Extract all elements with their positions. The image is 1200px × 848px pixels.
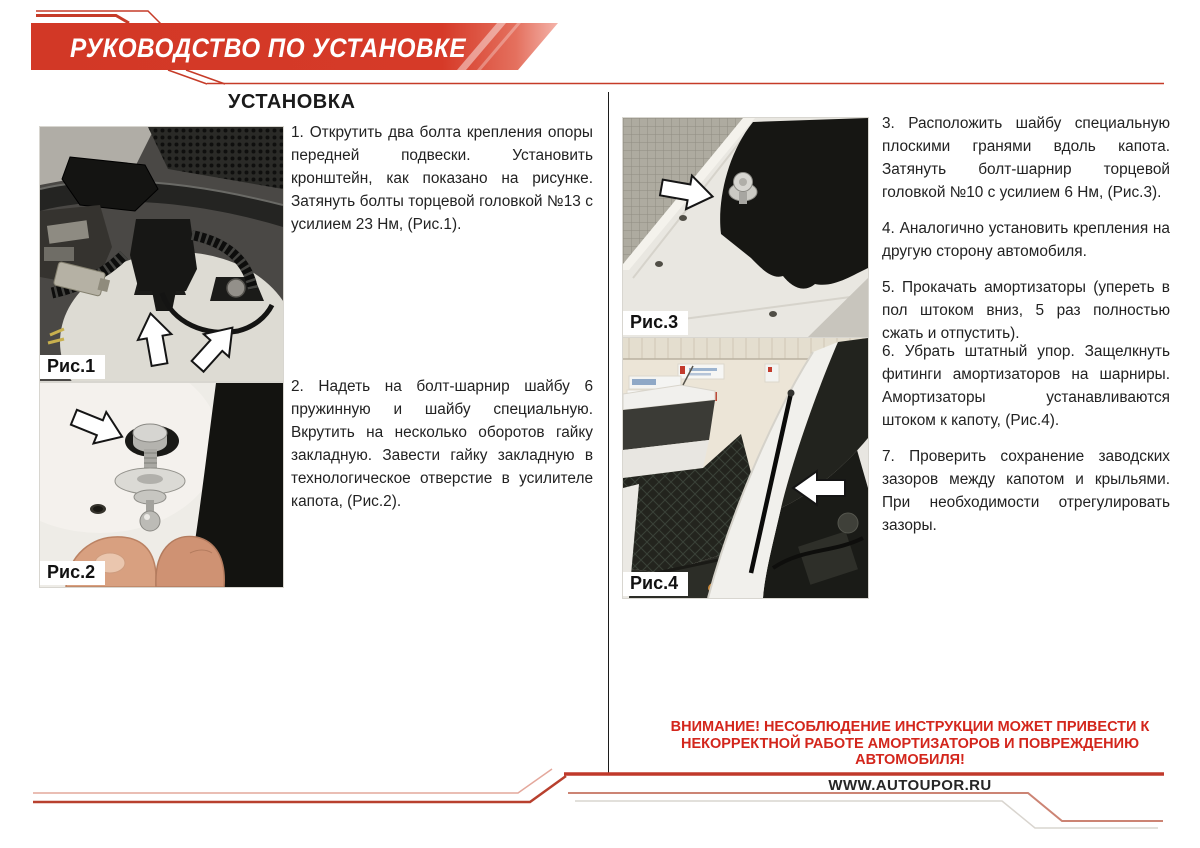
- footer-graphic: [0, 760, 1200, 848]
- step-7-text: 7. Проверить сохранение заводских зазоров между капотом и крыльями. При необходимости отрегулировать зазоры.: [882, 448, 1170, 534]
- step-3-text: 3. Расположить шайбу специальную плоскими гранями вдоль капота. Затянуть болт-шарнир торцевой головкой №10 с усилием 6 Нм, (Рис.3).: [882, 115, 1170, 201]
- step-2-text: 2. Надеть на болт-шарнир шайбу 6 пружинную и шайбу специальную. Вкрутить на несколько оборотов гайку закладную. Завести гайку закладную в технологическое отверстие в усилителе капота, (Рис.2).: [291, 378, 593, 510]
- steps-3-5-block: [882, 112, 1170, 345]
- column-divider: [608, 92, 609, 773]
- steps-6-7-block: [882, 340, 1170, 537]
- step-6-text: 6. Убрать штатный упор. Защелкнуть фитинги амортизаторов на шарниры. Амортизаторы устанавливаются штоком к капоту, (Рис.4).: [882, 343, 1170, 429]
- page-title: РУКОВОДСТВО ПО УСТАНОВКЕ: [70, 33, 467, 63]
- section-title: УСТАНОВКА: [228, 91, 356, 113]
- figure-4-label: Рис.4: [623, 572, 688, 596]
- website-url: WWW.AUTOUPOR.RU: [828, 777, 992, 794]
- hood-underside-stud-photo: [623, 118, 868, 337]
- step-4-text: 4. Аналогично установить крепления на другую сторону автомобиля.: [882, 220, 1170, 260]
- open-hood-strut-photo: [623, 338, 868, 598]
- figure-4-photo: [623, 338, 868, 598]
- engine-bay-bracket-photo: [40, 127, 283, 381]
- figure-2-label: Рис.2: [40, 561, 105, 585]
- figure-2-photo: [40, 383, 283, 587]
- warning-line: ВНИМАНИЕ! НЕСОБЛЮДЕНИЕ ИНСТРУКЦИИ МОЖЕТ ПРИВЕСТИ К: [670, 719, 1150, 735]
- figure-3-photo: [623, 118, 868, 337]
- ball-stud-washers-photo: [40, 383, 283, 587]
- warning-line: НЕКОРРЕКТНОЙ РАБОТЕ АМОРТИЗАТОРОВ И ПОВРЕЖДЕНИЮ: [680, 735, 1140, 752]
- figure-1-label: Рис.1: [40, 355, 105, 379]
- warning-line: АВТОМОБИЛЯ!: [855, 752, 965, 768]
- figure-1-photo: [40, 127, 283, 381]
- step-1-text: 1. Открутить два болта крепления опоры передней подвески. Установить кронштейн, как показано на рисунке. Затянуть болты торцевой головкой №13 с усилием 23 Нм, (Рис.1).: [291, 124, 593, 233]
- step-5-text: 5. Прокачать амортизаторы (упереть в пол штоком вниз, 5 раз полностью сжать и отпустить).: [882, 279, 1170, 342]
- figure-3-label: Рис.3: [623, 311, 688, 335]
